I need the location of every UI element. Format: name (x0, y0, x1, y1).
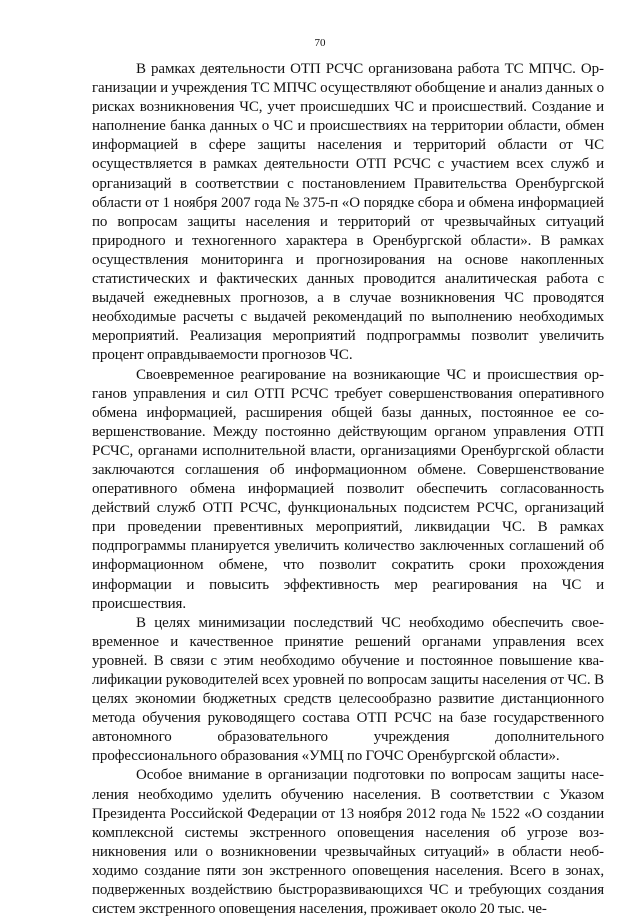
paragraph-4: Особое внимание в организации подготовки по вопросам защиты населения необходимо уделить обучению населения. В соответствии с Указом Президента Российской Федерации от 13 ноября 2012 года № 1522 «О создании комплексной системы экстренного оповещения населения об угрозе возникновения или о возникновении чрезвычайных ситуаций» в области необходимо создание пяти зон экстренного оповещения населения. Всего в зонах, подверженных воздействию быстроразвивающихся ЧС и требующих создания систем экстренного оповещения населения, проживает около 20 тыс. че- (92, 767, 604, 918)
paragraph-1: В рамках деятельности ОТП РСЧС организована работа ТС МПЧС. Организации и учреждения ТС МПЧС осуществляют обобщение и анализ данных о рисках возникновения ЧС, учет происшедших ЧС и происшествий. Создание и наполнение банка данных о ЧС и происшествиях на территории области, обмен информацией в сфере защиты населения и территорий области от ЧС осуществляется в рамках деятельности ОТП РСЧС с участием всех служб и организаций в соответствии с постановлением Правительства Оренбургской области от 1 ноября 2007 года № 375-п «О порядке сбора и обмена информацией по вопросам защиты населения и территорий от чрезвычайных ситуаций природного и техногенного характера в Оренбургской области». В рамках осуществления мониторинга и прогнозирования на основе накопленных статистических и фактических данных проводится аналитическая работа с выдачей ежедневных прогнозов, а в случае возникновения ЧС проводятся необходимые расчеты с выдачей рекомендаций по выполнению необходимых мероприятий. Реализация мероприятий подпрограммы позволит увеличить процент оправдываемости прогнозов ЧС. (92, 61, 604, 364)
page-number: 70 (314, 37, 326, 49)
paragraph-2: Своевременное реагирование на возникающие ЧС и происшествия органов управления и сил ОТП РСЧС требует совершенствования оперативного обмена информацией, расширения общей базы данных, постоянное ее совершенствование. Между постоянно действующим органом управления ОТП РСЧС, органами исполнительной власти, организациями Оренбургской области заключаются соглашения об информационном обмене. Совершенствование оперативного обмена информацией позволит обеспечить согласованность действий служб ОТП РСЧС, функциональных подсистем РСЧС, организаций при проведении превентивных мероприятий, ликвидации ЧС. В рамках подпрограммы планируется увеличить количество заключенных соглашений об информационном обмене, что позволит сократить сроки прохождения информации и повысить эффективность мер реагирования на ЧС и происшествия. (92, 366, 604, 612)
paragraph-3: В целях минимизации последствий ЧС необходимо обеспечить своевременное и качественное принятие решений органами управления всех уровней. В связи с этим необходимо обучение и постоянное повышение квалификации руководителей всех уровней по вопросам защиты населения от ЧС. В целях экономии бюджетных средств целесообразно развитие дистанционного метода обучения руководящего состава ОТП РСЧС на базе государственного автономного образовательного учреждения дополнительного профессионального образования «УМЦ по ГОЧС Оренбургской области». (92, 614, 604, 765)
document-body (92, 60, 604, 919)
